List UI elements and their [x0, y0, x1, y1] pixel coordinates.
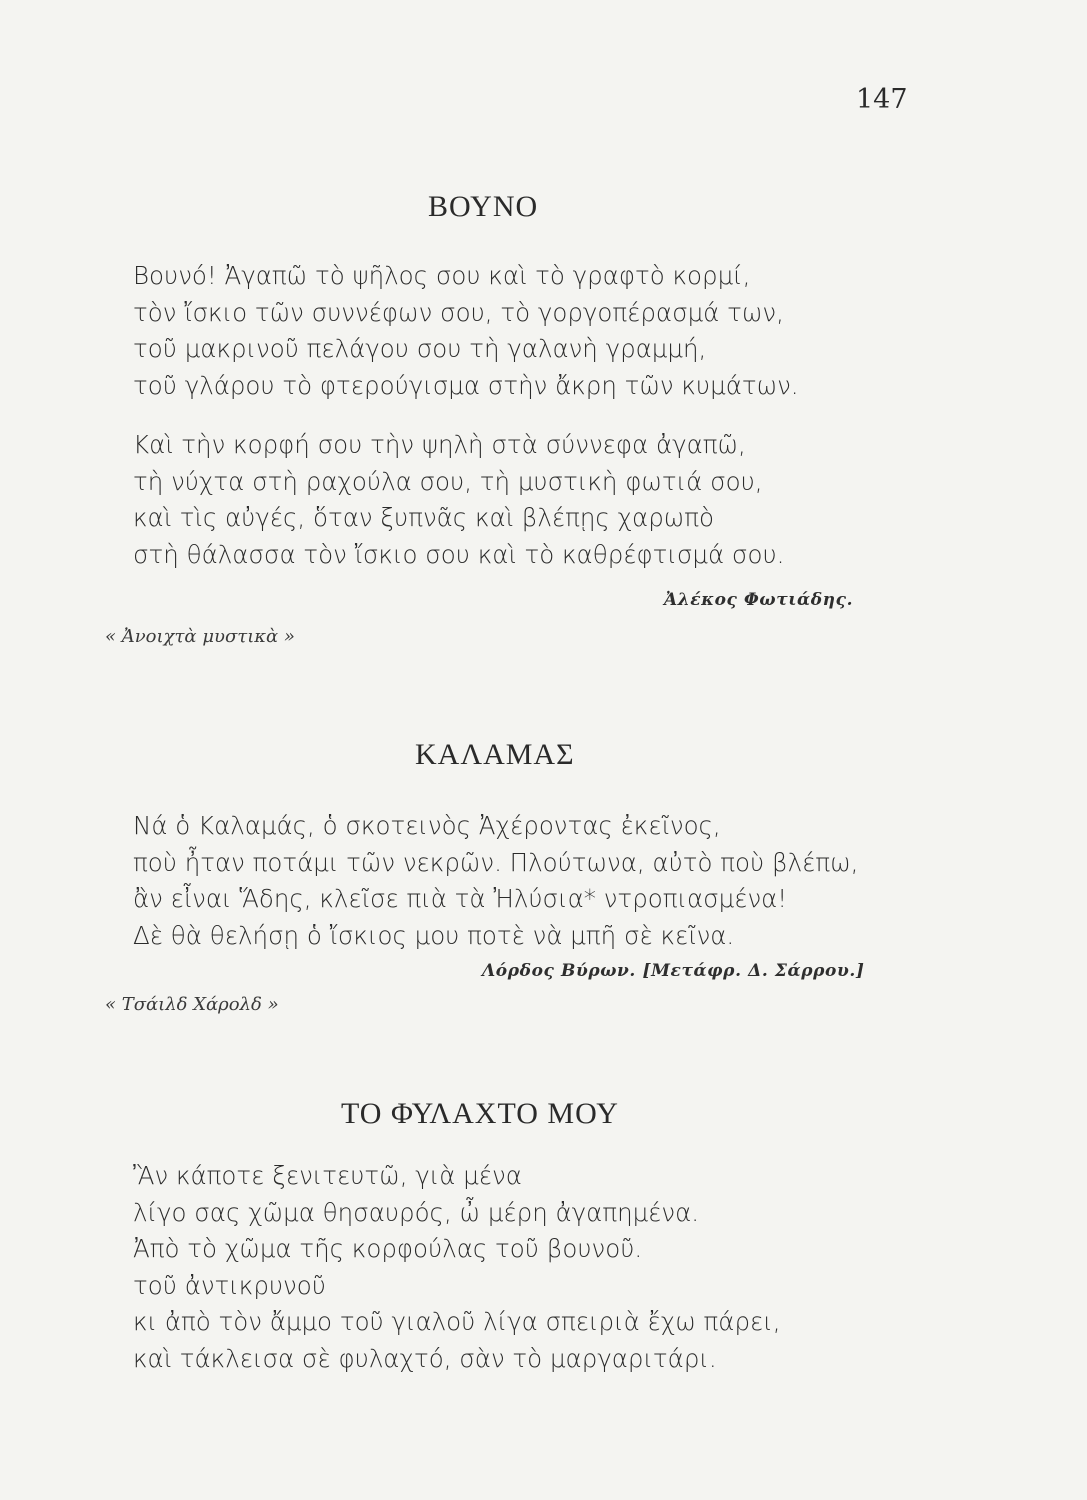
verse-line: στὴ θάλασσα τὸν ἴσκιο σου καὶ τὸ καθρέφτισμά σου.: [133, 539, 785, 569]
poem-source: « Ἀνοιχτὰ μυστικὰ »: [105, 626, 295, 647]
verse-line: Δὲ θὰ θελήσῃ ὁ ἴσκιος μου ποτὲ νὰ μπῆ σὲ κεῖνα.: [133, 920, 735, 950]
verse-line: ποὺ ἦταν ποτάμι τῶν νεκρῶν. Πλούτωνα, αὐτὸ ποὺ βλέπω,: [133, 847, 859, 877]
verse-line: Ἂν κάποτε ξενιτευτῶ, γιὰ μένα: [133, 1161, 522, 1190]
verse-line: κι ἀπὸ τὸν ἄμμο τοῦ γιαλοῦ λίγα σπειριὰ ἔχω πάρει,: [133, 1307, 781, 1336]
verse-line: τὴ νύχτα στὴ ραχούλα σου, τὴ μυστικὴ φωτιά σου,: [133, 466, 763, 496]
stanza: [133, 258, 799, 404]
stanza: [133, 1158, 781, 1377]
poem-author: Ἀλέκος Φωτιάδης.: [664, 590, 854, 610]
verse-line: Βουνό! Ἀγαπῶ τὸ ψῆλος σου καὶ τὸ γραφτὸ κορμί,: [133, 261, 751, 290]
verse-line: ἂν εἶναι Ἅδης, κλεῖσε πιὰ τὰ Ἠλύσια* ντροπιασμένα!: [133, 884, 788, 913]
poem-title-vouno: ΒΟΥΝΟ: [428, 190, 539, 223]
verse-line: Καὶ τὴν κορφή σου τὴν ψηλὴ στὰ σύννεφα ἀγαπῶ,: [133, 430, 746, 459]
verse-line: τοῦ ἀντικρυνοῦ: [133, 1270, 326, 1300]
verse-line: τοῦ γλάρου τὸ φτερούγισμα στὴν ἄκρη τῶν κυμάτων.: [133, 370, 799, 400]
page-number: 147: [856, 84, 908, 115]
poem-author: Λόρδος Βύρων. [Μετάφρ. Δ. Σάρρου.]: [482, 961, 865, 981]
verse-line: λίγο σας χῶμα θησαυρός, ὦ μέρη ἀγαπημένα.: [133, 1197, 700, 1227]
verse-line: καὶ τὶς αὐγές, ὅταν ξυπνᾶς καὶ βλέπῃς χαρωπὸ: [133, 503, 715, 532]
stanza: [133, 427, 784, 573]
verse-line: τοῦ μακρινοῦ πελάγου σου τὴ γαλανὴ γραμμή,: [133, 334, 707, 363]
verse-line: Ἀπὸ τὸ χῶμα τῆς κορφούλας τοῦ βουνοῦ.: [133, 1234, 643, 1263]
poem-title-kalamas: ΚΑΛΑΜΑΣ: [415, 738, 575, 771]
poem-title-fylachto: ΤΟ ΦΥΛΑΧΤΟ ΜΟΥ: [341, 1097, 619, 1130]
verse-line: καὶ τάκλεισα σὲ φυλαχτό, σὰν τὸ μαργαριτάρι.: [133, 1343, 717, 1373]
stanza: [133, 808, 858, 954]
verse-line: Νά ὁ Καλαμάς, ὁ σκοτεινὸς Ἀχέροντας ἐκεῖνος,: [133, 811, 721, 840]
verse-line: τὸν ἴσκιο τῶν συννέφων σου, τὸ γοργοπέρασμά των,: [133, 297, 784, 327]
poem-source: « Τσάιλδ Χάρολδ »: [105, 994, 279, 1015]
